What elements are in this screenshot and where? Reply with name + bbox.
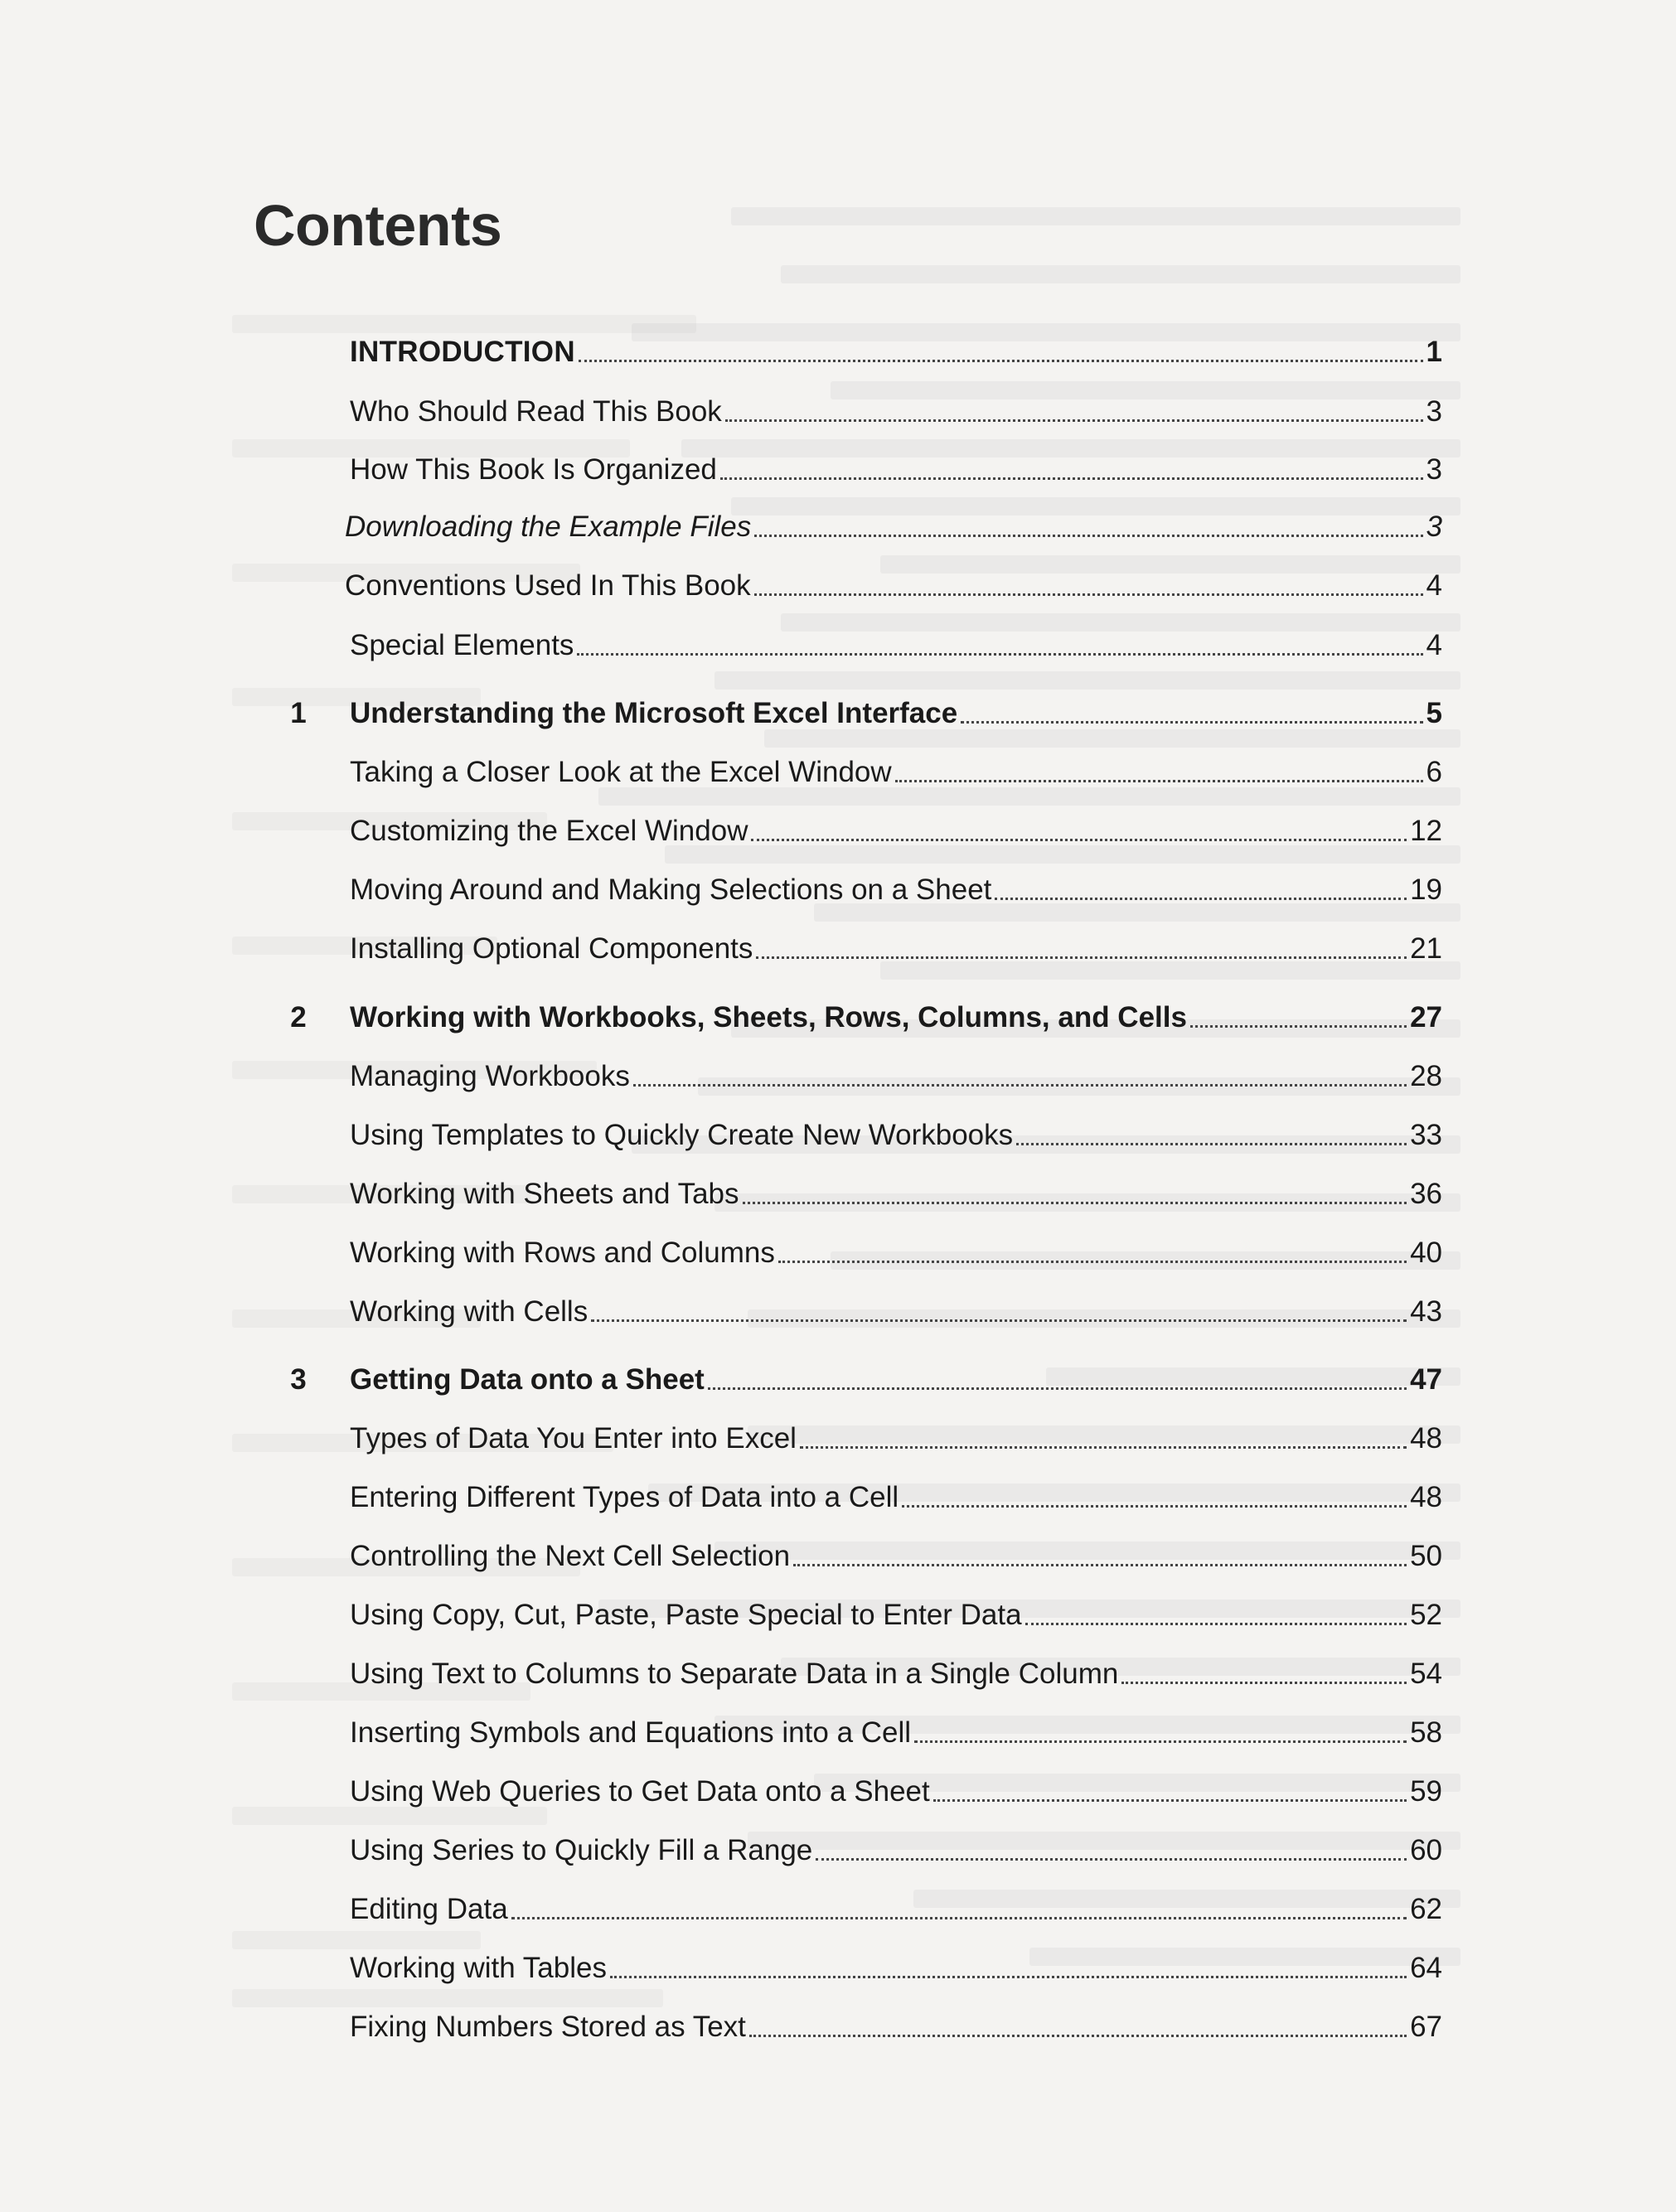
dot-leader xyxy=(1016,1143,1407,1145)
entry-title: Fixing Numbers Stored as Text xyxy=(350,2011,746,2043)
entry-title: Working with Sheets and Tabs xyxy=(350,1178,739,1210)
page-number: 48 xyxy=(1410,1422,1442,1454)
dot-leader xyxy=(754,535,1422,537)
dot-leader xyxy=(708,1387,1407,1390)
dot-leader xyxy=(591,1319,1407,1322)
chapter-number: 2 xyxy=(290,1001,307,1033)
entry-title: Working with Cells xyxy=(350,1295,589,1328)
entry-line xyxy=(350,1483,1442,1515)
entry-line xyxy=(350,1659,1442,1692)
entry-line xyxy=(350,1121,1442,1153)
toc-entry xyxy=(274,498,1442,545)
toc-entry xyxy=(274,1048,1442,1094)
page-title: Contents xyxy=(254,193,502,258)
dot-leader xyxy=(743,1202,1407,1204)
page-number: 27 xyxy=(1410,1001,1442,1033)
toc-entry xyxy=(274,802,1442,849)
page-number: 58 xyxy=(1410,1716,1442,1749)
dot-leader xyxy=(754,593,1423,596)
page-number: 40 xyxy=(1410,1237,1442,1269)
entry-title: Special Elements xyxy=(350,629,574,661)
dot-leader xyxy=(1121,1682,1407,1684)
entry-line xyxy=(350,397,1442,429)
entry-title: How This Book Is Organized xyxy=(350,453,717,486)
page-number: 12 xyxy=(1410,815,1442,847)
entry-title: Taking a Closer Look at the Excel Window xyxy=(350,756,892,788)
entry-line xyxy=(350,1003,1442,1035)
dot-leader xyxy=(577,653,1422,656)
entry-title: Moving Around and Making Selections on a Sheet xyxy=(350,874,992,906)
entry-title: Editing Data xyxy=(350,1893,508,1925)
toc-entry xyxy=(274,1880,1442,1927)
page-number: 59 xyxy=(1410,1775,1442,1808)
entry-title: Customizing the Excel Window xyxy=(350,815,748,847)
toc-entry xyxy=(274,557,1442,603)
dot-leader xyxy=(610,1976,1407,1978)
page-number: 48 xyxy=(1410,1481,1442,1513)
dot-leader xyxy=(902,1505,1407,1508)
dot-leader xyxy=(579,360,1423,362)
entry-title: Installing Optional Components xyxy=(350,932,753,965)
toc-entry xyxy=(274,743,1442,790)
entry-line xyxy=(350,2012,1442,2045)
entry-line xyxy=(350,1365,1442,1397)
entry-title: Using Series to Quickly Fill a Range xyxy=(350,1834,813,1866)
toc-chapter-entry xyxy=(274,685,1442,731)
entry-line xyxy=(350,816,1442,849)
dot-leader xyxy=(751,839,1407,841)
page-number: 21 xyxy=(1410,932,1442,965)
toc-entry xyxy=(274,1224,1442,1271)
dot-leader xyxy=(725,419,1423,422)
entry-line xyxy=(350,1424,1442,1456)
toc-entry xyxy=(274,441,1442,487)
page-number: 33 xyxy=(1410,1119,1442,1151)
page-number: 50 xyxy=(1410,1540,1442,1572)
entry-line xyxy=(350,1238,1442,1271)
entry-title: INTRODUCTION xyxy=(350,336,575,368)
page-number: 36 xyxy=(1410,1178,1442,1210)
chapter-number: 3 xyxy=(290,1363,307,1396)
dot-leader xyxy=(816,1858,1407,1861)
toc-entry xyxy=(274,1645,1442,1692)
entry-line xyxy=(350,1777,1442,1809)
toc-entry xyxy=(274,1939,1442,1986)
entry-title: Inserting Symbols and Equations into a Cell xyxy=(350,1716,912,1749)
entry-title: Entering Different Types of Data into a Cell xyxy=(350,1481,899,1513)
toc-entry xyxy=(274,383,1442,429)
page-number: 54 xyxy=(1410,1658,1442,1690)
entry-title: Who Should Read This Book xyxy=(350,395,722,428)
entry-title: Downloading the Example Files xyxy=(345,511,752,543)
page-number: 3 xyxy=(1426,395,1442,428)
entry-title: Working with Rows and Columns xyxy=(350,1237,775,1269)
entry-title: Controlling the Next Cell Selection xyxy=(350,1540,791,1572)
chapter-number: 1 xyxy=(290,697,307,729)
dot-leader xyxy=(961,721,1422,724)
dot-leader xyxy=(756,956,1407,959)
entry-title: Working with Tables xyxy=(350,1952,607,1984)
page-number: 1 xyxy=(1426,336,1442,368)
toc-entry xyxy=(274,1165,1442,1212)
page-number: 47 xyxy=(1410,1363,1442,1396)
entry-title: Using Text to Columns to Separate Data in a Single Column xyxy=(350,1658,1119,1690)
toc-entry xyxy=(274,861,1442,908)
entry-title: Types of Data You Enter into Excel xyxy=(350,1422,797,1454)
entry-title: Conventions Used In This Book xyxy=(345,569,751,602)
entry-title: Managing Workbooks xyxy=(350,1060,630,1092)
toc-entry xyxy=(274,1763,1442,1809)
page-number: 60 xyxy=(1410,1834,1442,1866)
entry-title: Using Templates to Quickly Create New Workbooks xyxy=(350,1119,1014,1151)
page-number: 4 xyxy=(1426,569,1442,602)
dot-leader xyxy=(933,1799,1407,1802)
entry-title: Understanding the Microsoft Excel Interface xyxy=(350,697,958,729)
entry-line xyxy=(350,875,1442,908)
dot-leader xyxy=(914,1740,1407,1743)
page-number: 19 xyxy=(1410,874,1442,906)
toc-entry xyxy=(274,323,1442,370)
entry-line xyxy=(350,1836,1442,1868)
entry-line xyxy=(350,699,1442,731)
entry-line xyxy=(350,1542,1442,1574)
page-number: 5 xyxy=(1426,697,1442,729)
page-number: 43 xyxy=(1410,1295,1442,1328)
dot-leader xyxy=(511,1917,1407,1919)
dot-leader xyxy=(800,1446,1407,1449)
toc-chapter-entry xyxy=(274,1351,1442,1397)
entry-line xyxy=(350,758,1442,790)
entry-title: Getting Data onto a Sheet xyxy=(350,1363,705,1396)
toc-entry xyxy=(274,1822,1442,1868)
entry-line xyxy=(350,1953,1442,1986)
entry-title: Using Web Queries to Get Data onto a Sheet xyxy=(350,1775,930,1808)
toc-entry xyxy=(274,1586,1442,1633)
toc-entry xyxy=(274,1704,1442,1750)
toc-entry xyxy=(274,1410,1442,1456)
dot-leader xyxy=(793,1564,1407,1566)
entry-line xyxy=(350,1895,1442,1927)
entry-title: Working with Workbooks, Sheets, Rows, Columns, and Cells xyxy=(350,1001,1187,1033)
toc-entry xyxy=(274,617,1442,663)
page-number: 3 xyxy=(1426,511,1442,543)
toc-entry xyxy=(274,1283,1442,1329)
page-number: 4 xyxy=(1426,629,1442,661)
entry-line xyxy=(350,631,1442,663)
dot-leader xyxy=(778,1261,1407,1263)
page-number: 64 xyxy=(1410,1952,1442,1984)
dot-leader xyxy=(895,780,1423,782)
entry-line xyxy=(350,455,1442,487)
dot-leader xyxy=(1190,1025,1407,1028)
toc-entry xyxy=(274,920,1442,966)
toc-entry xyxy=(274,1469,1442,1515)
page-number: 28 xyxy=(1410,1060,1442,1092)
dot-leader xyxy=(1025,1623,1407,1625)
entry-line xyxy=(350,934,1442,966)
dot-leader xyxy=(995,898,1407,900)
entry-title: Using Copy, Cut, Paste, Paste Special to Enter Data xyxy=(350,1599,1022,1631)
page-number: 67 xyxy=(1410,2011,1442,2043)
entry-line xyxy=(345,512,1442,545)
entry-line xyxy=(350,337,1442,370)
entry-line xyxy=(350,1062,1442,1094)
dot-leader xyxy=(749,2035,1407,2037)
page-number: 52 xyxy=(1410,1599,1442,1631)
entry-line xyxy=(350,1600,1442,1633)
page-number: 3 xyxy=(1426,453,1442,486)
page-number: 62 xyxy=(1410,1893,1442,1925)
toc-chapter-entry xyxy=(274,989,1442,1035)
toc-entry xyxy=(274,1998,1442,2045)
dot-leader xyxy=(720,477,1423,480)
page-number: 6 xyxy=(1426,756,1442,788)
toc-entry xyxy=(274,1527,1442,1574)
entry-line xyxy=(350,1718,1442,1750)
toc-entry xyxy=(274,1106,1442,1153)
dot-leader xyxy=(633,1084,1407,1087)
entry-line xyxy=(350,1297,1442,1329)
entry-line xyxy=(350,1179,1442,1212)
entry-line xyxy=(345,571,1442,603)
